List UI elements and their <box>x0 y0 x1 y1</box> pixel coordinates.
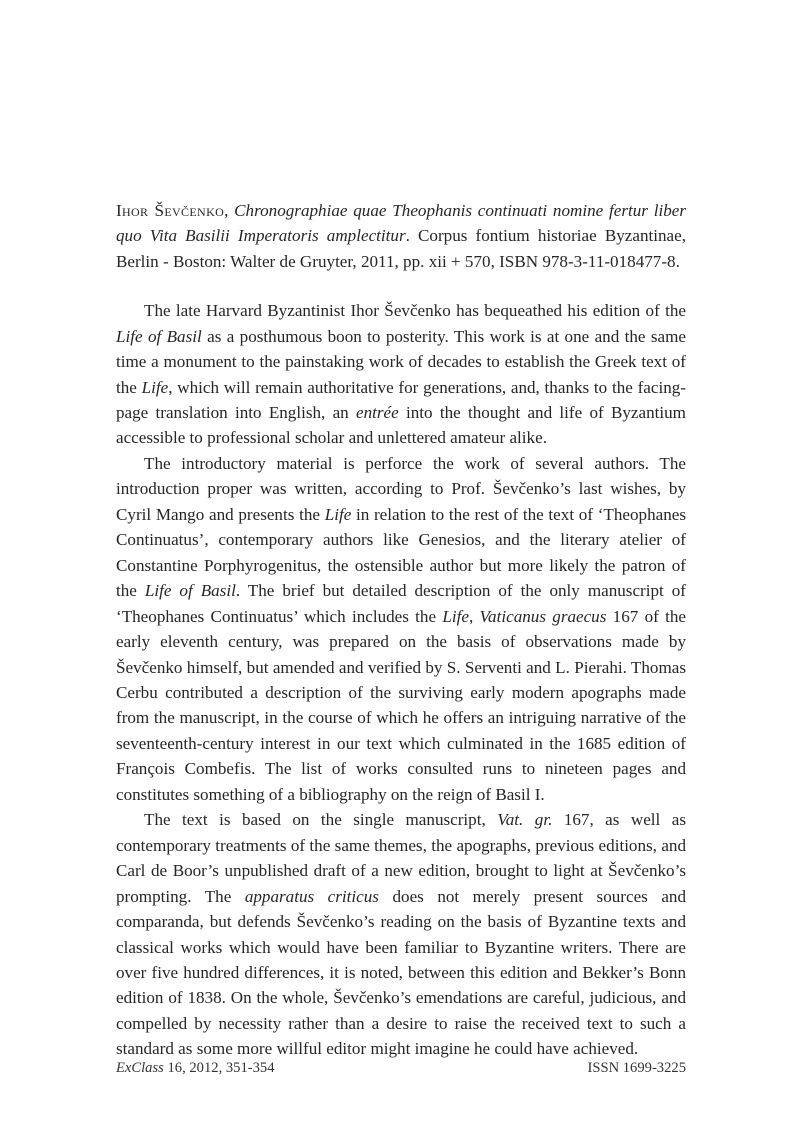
para3-seg-2: 167, as well as contemporary treatments of the same themes, the apographs, previous editions, and Carl de Boor’s unpublished draft of a new edition, brought to light at Ševčenko’s prompting. The <box>116 810 686 906</box>
citation-title: Chronographiae quae Theophanis continuati nomine fertur liber quo Vita Basilii Imperatoris amplectitur <box>116 201 686 246</box>
para3-seg-1: Vat. gr. <box>497 810 553 830</box>
para1-seg-2: as a posthumous boon to posterity. This work is at one and the same time a monument to the painstaking work of decades to establish the Greek text of the <box>116 326 686 397</box>
para2-seg-3: Life of Basil <box>144 581 236 601</box>
para2-seg-7: Vaticanus graecus <box>479 606 607 626</box>
para1-seg-1: Life of Basil <box>116 326 202 346</box>
body-paragraph-2 <box>116 451 686 807</box>
para2-seg-0: The introductory material is perforce the work of several authors. The introduction proper was written, according to Prof. Ševčenko’s last wishes, by Cyril Mango and presents the <box>116 453 686 524</box>
para1-seg-6: into the thought and life of Byzantium accessible to professional scholar and unlettered amateur alike. <box>116 403 686 448</box>
para2-seg-4: . The brief but detailed description of the only manuscript of ‘Theophanes Continuatus’ which includes the <box>116 581 686 626</box>
para1-seg-5: entrée <box>355 403 399 423</box>
para3-seg-0: The text is based on the single manuscript, <box>144 810 498 830</box>
para2-seg-1: Life <box>324 504 352 524</box>
para1-seg-3: Life <box>141 377 169 397</box>
para1-seg-4: , which will remain authoritative for generations, and, thanks to the facing-page translation into English, an <box>116 377 686 423</box>
para2-seg-8: 167 of the early eleventh century, was prepared on the basis of observations made by Ševčenko himself, but amended and verified by S. Serventi and L. Pierahi. Thomas Cerbu contributed a description of the surviving early modern apographs made from the manuscript, in the course of which he offers an intriguing narrative of the seventeenth-century interest in our text which culminated in the 1685 edition of François Combefis. The list of works consulted runs to nineteen pages and constitutes something of a bibliography on the reign of Basil I. <box>116 606 686 804</box>
page-footer <box>116 1059 686 1077</box>
body-paragraph-3 <box>116 807 686 1062</box>
para2-seg-5: Life <box>442 606 469 626</box>
citation-author: Ihor Ševčenko <box>116 201 225 220</box>
citation-imprint: . Corpus fontium historiae Byzantinae, Berlin - Boston: Walter de Gruyter, 2011, pp. xii + 570, ISBN 978-3-11-018477-8. <box>116 226 686 271</box>
footer-journal-reference <box>116 1059 275 1077</box>
para2-seg-2: in relation to the rest of the text of ‘Theophanes Continuatus’, contemporary authors like Genesios, and the literary atelier of Constantine Porphyrogenitus, the ostensible author but more likely the patron of the <box>116 504 686 601</box>
footer-journal-name: ExClass <box>116 1060 164 1076</box>
para1-seg-0: The late Harvard Byzantinist Ihor Ševčenko has bequeathed his edition of the <box>144 301 686 321</box>
body-paragraph-1 <box>116 298 686 451</box>
bibliographic-citation <box>116 198 686 274</box>
footer-issn: ISSN 1699-3225 <box>587 1060 686 1076</box>
para2-seg-6: , <box>468 606 480 626</box>
para3-seg-4: does not merely present sources and comparanda, but defends Ševčenko’s reading on the basis of Byzantine texts and classical works which would have been familiar to Byzantine writers. There are over five hundred differences, it is noted, between this edition and Bekker’s Bonn edition of 1838. On the whole, Ševčenko’s emendations are careful, judicious, and compelled by necessity rather than a desire to raise the received text to such a standard as some more willful editor might imagine he could have achieved. <box>116 886 687 1059</box>
citation-author-comma: , <box>224 201 229 220</box>
text-column <box>116 198 686 1062</box>
footer-journal-volume-pages: 16, 2012, 351-354 <box>163 1060 275 1076</box>
para3-seg-3: apparatus criticus <box>244 886 379 906</box>
